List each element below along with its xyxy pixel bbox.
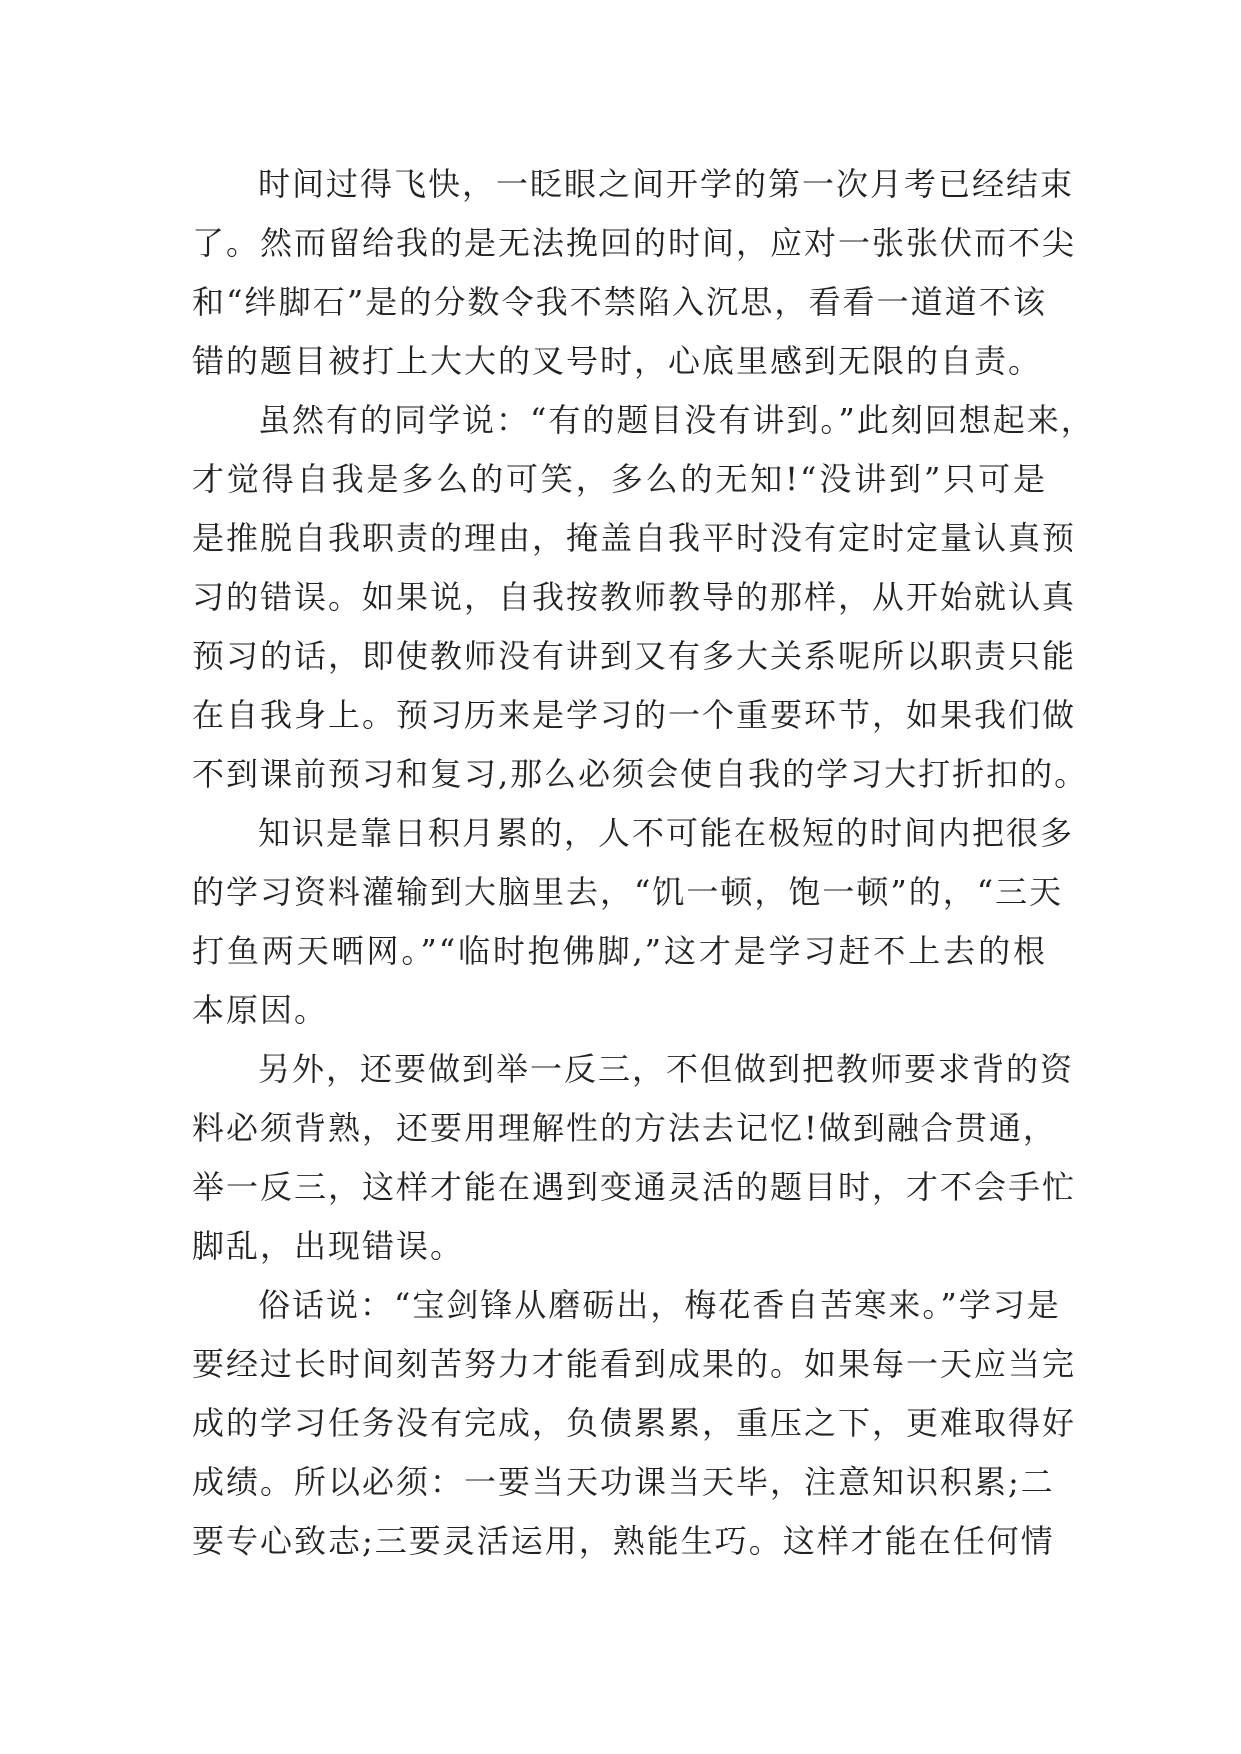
paragraph-1-line: 时间过得飞快，一眨眼之间开学的第一次月考已经结束 [258, 165, 1075, 203]
paragraph-2-line: 预习的话，即使教师没有讲到又有多大关系呢所以职责只能 [192, 637, 1077, 675]
paragraph-1-line: 和“绊脚石”是的分数令我不禁陷入沉思，看看一道道不该 [192, 283, 1047, 321]
paragraph-3-line: 的学习资料灌输到大脑里去，“饥一顿，饱一顿”的，“三天 [192, 873, 1064, 911]
paragraph-4-line: 另外，还要做到举一反三，不但做到把教师要求背的资 [258, 1050, 1075, 1088]
paragraph-5-line: 成绩。所以必须：一要当天功课当天毕，注意知识积累;二 [192, 1463, 1055, 1501]
paragraph-3-line: 知识是靠日积月累的，人不可能在极短的时间内把很多 [258, 814, 1075, 852]
paragraph-2-line: 是推脱自我职责的理由，掩盖自我平时没有定时定量认真预 [192, 519, 1077, 557]
paragraph-3-line: 打鱼两天晒网。”“临时抱佛脚,”这才是学习赶不上去的根 [192, 932, 1047, 970]
paragraph-2-line: 在自我身上。预习历来是学习的一个重要环节，如果我们做 [192, 696, 1077, 734]
paragraph-4-line: 脚乱，出现错误。 [192, 1227, 465, 1265]
paragraph-1-line: 错的题目被打上大大的叉号时，心底里感到无限的自责。 [192, 342, 1043, 380]
paragraph-3-line: 本原因。 [192, 991, 329, 1029]
paragraph-2-line: 虽然有的同学说：“有的题目没有讲到。”此刻回想起来， [258, 401, 1095, 439]
paragraph-4-line: 料必须背熟，还要用理解性的方法去记忆!做到融合贯通， [192, 1109, 1057, 1147]
body-text [192, 155, 1095, 1571]
paragraph-2-line: 才觉得自我是多么的可笑，多么的无知!“没讲到”只可是 [192, 460, 1047, 498]
paragraph-4-line: 举一反三，这样才能在遇到变通灵活的题目时，才不会手忙 [192, 1168, 1077, 1206]
paragraph-2-line: 不到课前预习和复习,那么必须会使自我的学习大打折扣的。 [192, 755, 1089, 793]
paragraph-5-line: 俗话说：“宝剑锋从磨砺出，梅花香自苦寒来。”学习是 [258, 1286, 1061, 1324]
paragraph-2-line: 习的错误。如果说，自我按教师教导的那样，从开始就认真 [192, 578, 1077, 616]
paragraph-5-line: 要专心致志;三要灵活运用，熟能生巧。这样才能在任何情 [192, 1522, 1055, 1560]
paragraph-5-line: 要经过长时间刻苦努力才能看到成果的。如果每一天应当完 [192, 1345, 1077, 1383]
paragraph-1-line: 了。然而留给我的是无法挽回的时间，应对一张张伏而不尖 [192, 224, 1077, 262]
paragraph-5-line: 成的学习任务没有完成，负债累累，重压之下，更难取得好 [192, 1404, 1077, 1442]
